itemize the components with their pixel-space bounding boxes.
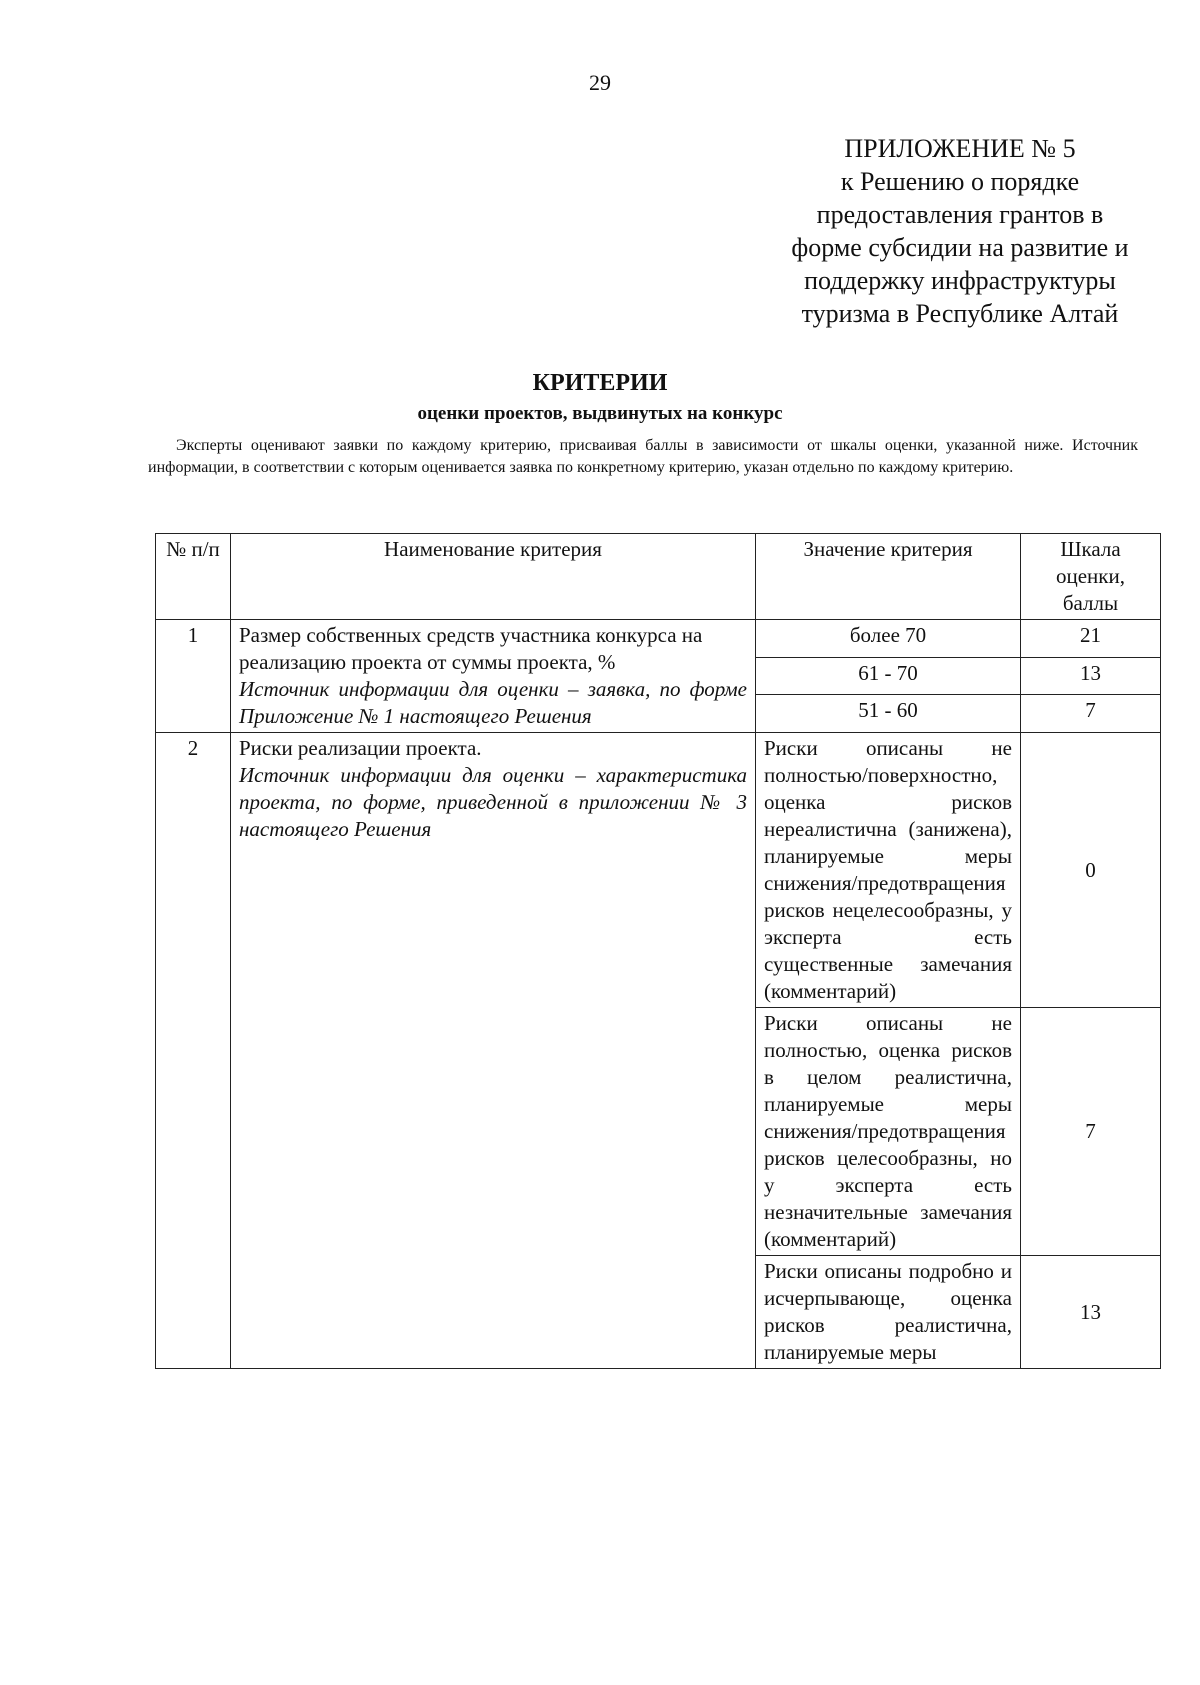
table-header-row	[156, 534, 1161, 620]
appendix-line: туризма в Республике Алтай	[801, 299, 1119, 328]
criterion-value: более 70	[756, 620, 1021, 658]
criterion-value: 51 - 60	[756, 695, 1021, 733]
criterion-cell	[231, 733, 756, 1369]
criterion-source: Источник информации для оценки – заявка, по форме Приложение № 1 настоящего Решения	[239, 677, 747, 728]
criterion-score: 7	[1021, 1008, 1161, 1256]
appendix-line: предоставления грантов в	[816, 200, 1104, 229]
appendix-line: ПРИЛОЖЕНИЕ № 5	[844, 134, 1076, 163]
appendix-line: к Решению о порядке	[840, 167, 1080, 196]
criterion-score: 21	[1021, 620, 1161, 658]
criterion-value: Риски описаны не полностью, оценка рисков в целом реалистична, планируемые меры снижения/предотвращения рисков целесообразны, но у эксперта есть незначительные замечания (комментарий)	[756, 1008, 1021, 1256]
appendix-heading	[770, 132, 1150, 330]
criterion-score: 7	[1021, 695, 1161, 733]
header-score: Шкала оценки, баллы	[1021, 534, 1161, 620]
criterion-score: 13	[1021, 1256, 1161, 1369]
criterion-value: Риски описаны не полностью/поверхностно, оценка рисков нереалистична (занижена), планируемые меры снижения/предотвращения рисков нецелесообразны, у эксперта есть существенные замечания (комментарий)	[756, 733, 1021, 1008]
intro-paragraph: Эксперты оценивают заявки по каждому критерию, присваивая баллы в зависимости от шкалы оценки, указанной ниже. Источник информации, в соответствии с которым оценивается заявка по конкретному критерию, указан отдельно по каждому критерию.	[148, 437, 1138, 476]
appendix-line: форме субсидии на развитие и	[791, 233, 1129, 262]
criterion-name: Размер собственных средств участника конкурса на реализацию проекта от суммы проекта, %	[239, 623, 703, 674]
appendix-line: поддержку инфраструктуры	[804, 266, 1116, 295]
criterion-cell	[231, 620, 756, 733]
row-num: 1	[156, 620, 231, 733]
criterion-source: Источник информации для оценки – характеристика проекта, по форме, приведенной в приложении № 3 настоящего Решения	[239, 763, 747, 841]
criterion-value: 61 - 70	[756, 657, 1021, 695]
header-value: Значение критерия	[756, 534, 1021, 620]
criterion-name: Риски реализации проекта.	[239, 736, 482, 760]
criterion-value: Риски описаны подробно и исчерпывающе, оценка рисков реалистична, планируемые меры	[756, 1256, 1021, 1369]
row-num: 2	[156, 733, 231, 1369]
criteria-table	[155, 533, 1161, 1369]
table-row	[156, 733, 1161, 1008]
criterion-score: 13	[1021, 657, 1161, 695]
header-name: Наименование критерия	[231, 534, 756, 620]
criterion-score: 0	[1021, 733, 1161, 1008]
document-subtitle: оценки проектов, выдвинутых на конкурс	[417, 403, 783, 424]
document-title: КРИТЕРИИ	[532, 370, 668, 396]
table-row	[156, 620, 1161, 658]
header-num: № п/п	[156, 534, 231, 620]
page-number: 29	[589, 70, 611, 95]
